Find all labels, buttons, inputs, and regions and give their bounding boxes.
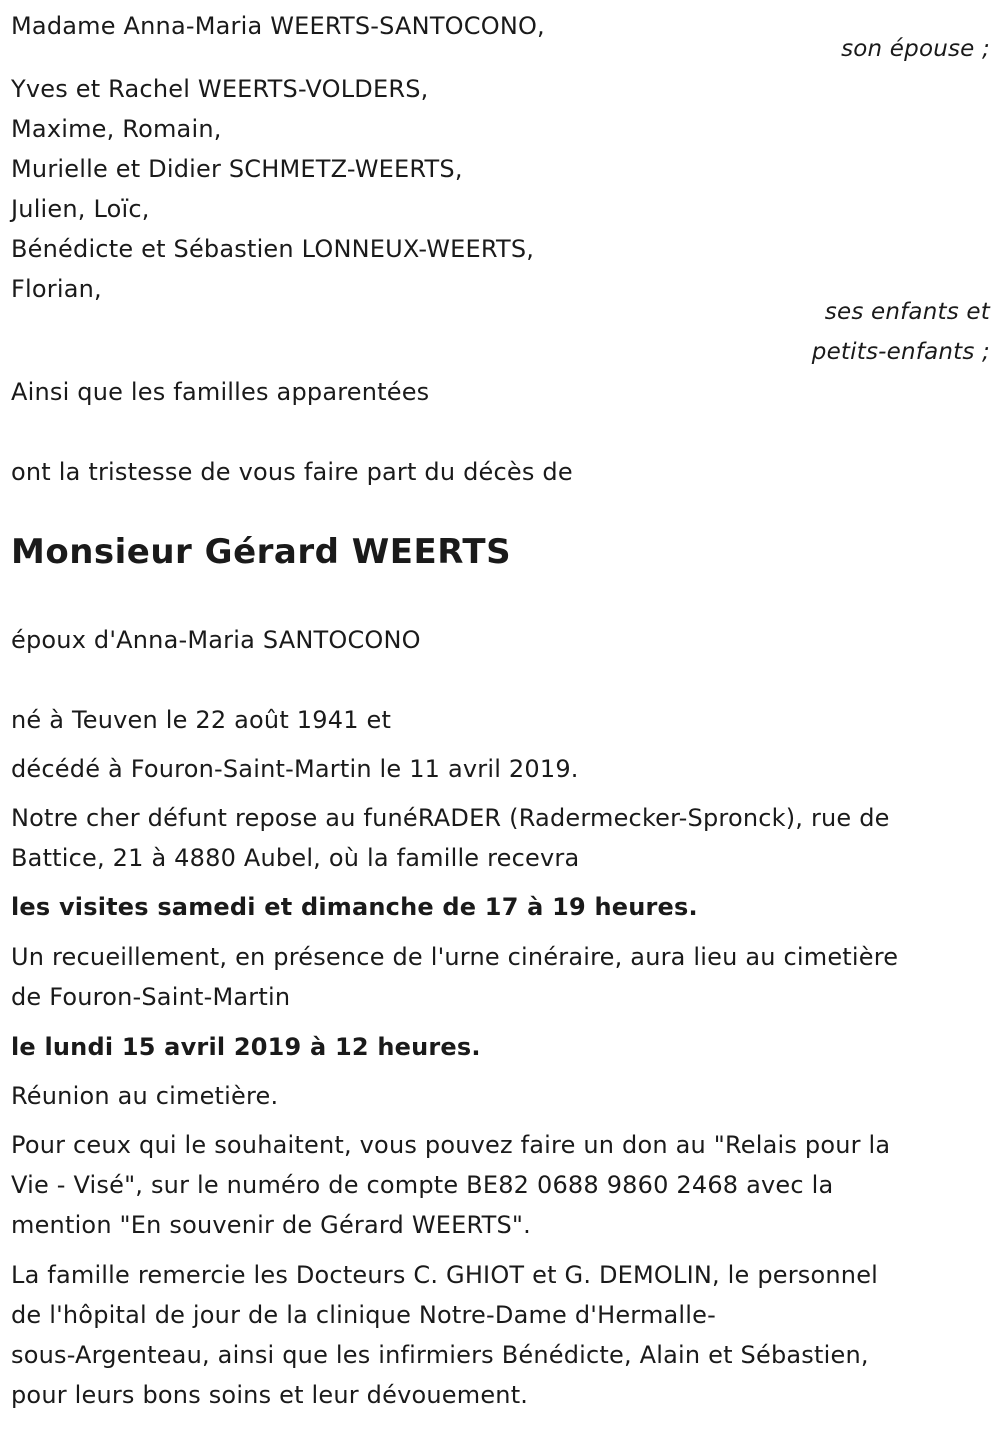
thanks-line-1: La famille remercie les Docteurs C. GHIOT et G. DEMOLIN, le personnel bbox=[11, 1261, 879, 1289]
child-line-2: Maxime, Romain, bbox=[11, 115, 222, 143]
announcement-text: ont la tristesse de vous faire part du décès de bbox=[11, 458, 573, 486]
child-line-4: Julien, Loïc, bbox=[11, 195, 150, 223]
children-role-1: ses enfants et bbox=[824, 299, 990, 325]
related-families: Ainsi que les familles apparentées bbox=[11, 378, 430, 406]
children-role-2: petits-enfants ; bbox=[811, 339, 990, 365]
thanks-line-2: de l'hôpital de jour de la clinique Notre-Dame d'Hermalle- bbox=[11, 1301, 716, 1329]
child-line-1: Yves et Rachel WEERTS-VOLDERS, bbox=[11, 75, 429, 103]
repose-line-2: Battice, 21 à 4880 Aubel, où la famille recevra bbox=[11, 844, 580, 872]
thanks-line-4: pour leurs bons soins et leur dévouement. bbox=[11, 1381, 529, 1409]
donation-line-3: mention "En souvenir de Gérard WEERTS". bbox=[11, 1211, 531, 1239]
child-line-5: Bénédicte et Sébastien LONNEUX-WEERTS, bbox=[11, 235, 535, 263]
death-line: décédé à Fouron-Saint-Martin le 11 avril 2019. bbox=[11, 755, 579, 783]
donation-line-2: Vie - Visé", sur le numéro de compte BE82 0688 9860 2468 avec la bbox=[11, 1171, 834, 1199]
repose-line-1: Notre cher défunt repose au funéRADER (Radermecker-Spronck), rue de bbox=[11, 804, 890, 832]
donation-line-1: Pour ceux qui le souhaitent, vous pouvez faire un don au "Relais pour la bbox=[11, 1131, 891, 1159]
meeting-line: Réunion au cimetière. bbox=[11, 1082, 279, 1110]
child-line-3: Murielle et Didier SCHMETZ-WEERTS, bbox=[11, 155, 463, 183]
visits-line: les visites samedi et dimanche de 17 à 19 heures. bbox=[11, 893, 698, 921]
thanks-line-3: sous-Argenteau, ainsi que les infirmiers Bénédicte, Alain et Sébastien, bbox=[11, 1341, 869, 1369]
child-line-6: Florian, bbox=[11, 275, 102, 303]
ceremony-line-2: de Fouron-Saint-Martin bbox=[11, 983, 291, 1011]
deceased-name: Monsieur Gérard WEERTS bbox=[11, 532, 512, 572]
birth-line: né à Teuven le 22 août 1941 et bbox=[11, 706, 392, 734]
ceremony-line-1: Un recueillement, en présence de l'urne cinéraire, aura lieu au cimetière bbox=[11, 943, 899, 971]
wife-role: son épouse ; bbox=[841, 36, 990, 62]
wife-name: Madame Anna-Maria WEERTS-SANTOCONO, bbox=[11, 12, 545, 40]
ceremony-date: le lundi 15 avril 2019 à 12 heures. bbox=[11, 1033, 481, 1061]
spouse-line: époux d'Anna-Maria SANTOCONO bbox=[11, 626, 421, 654]
